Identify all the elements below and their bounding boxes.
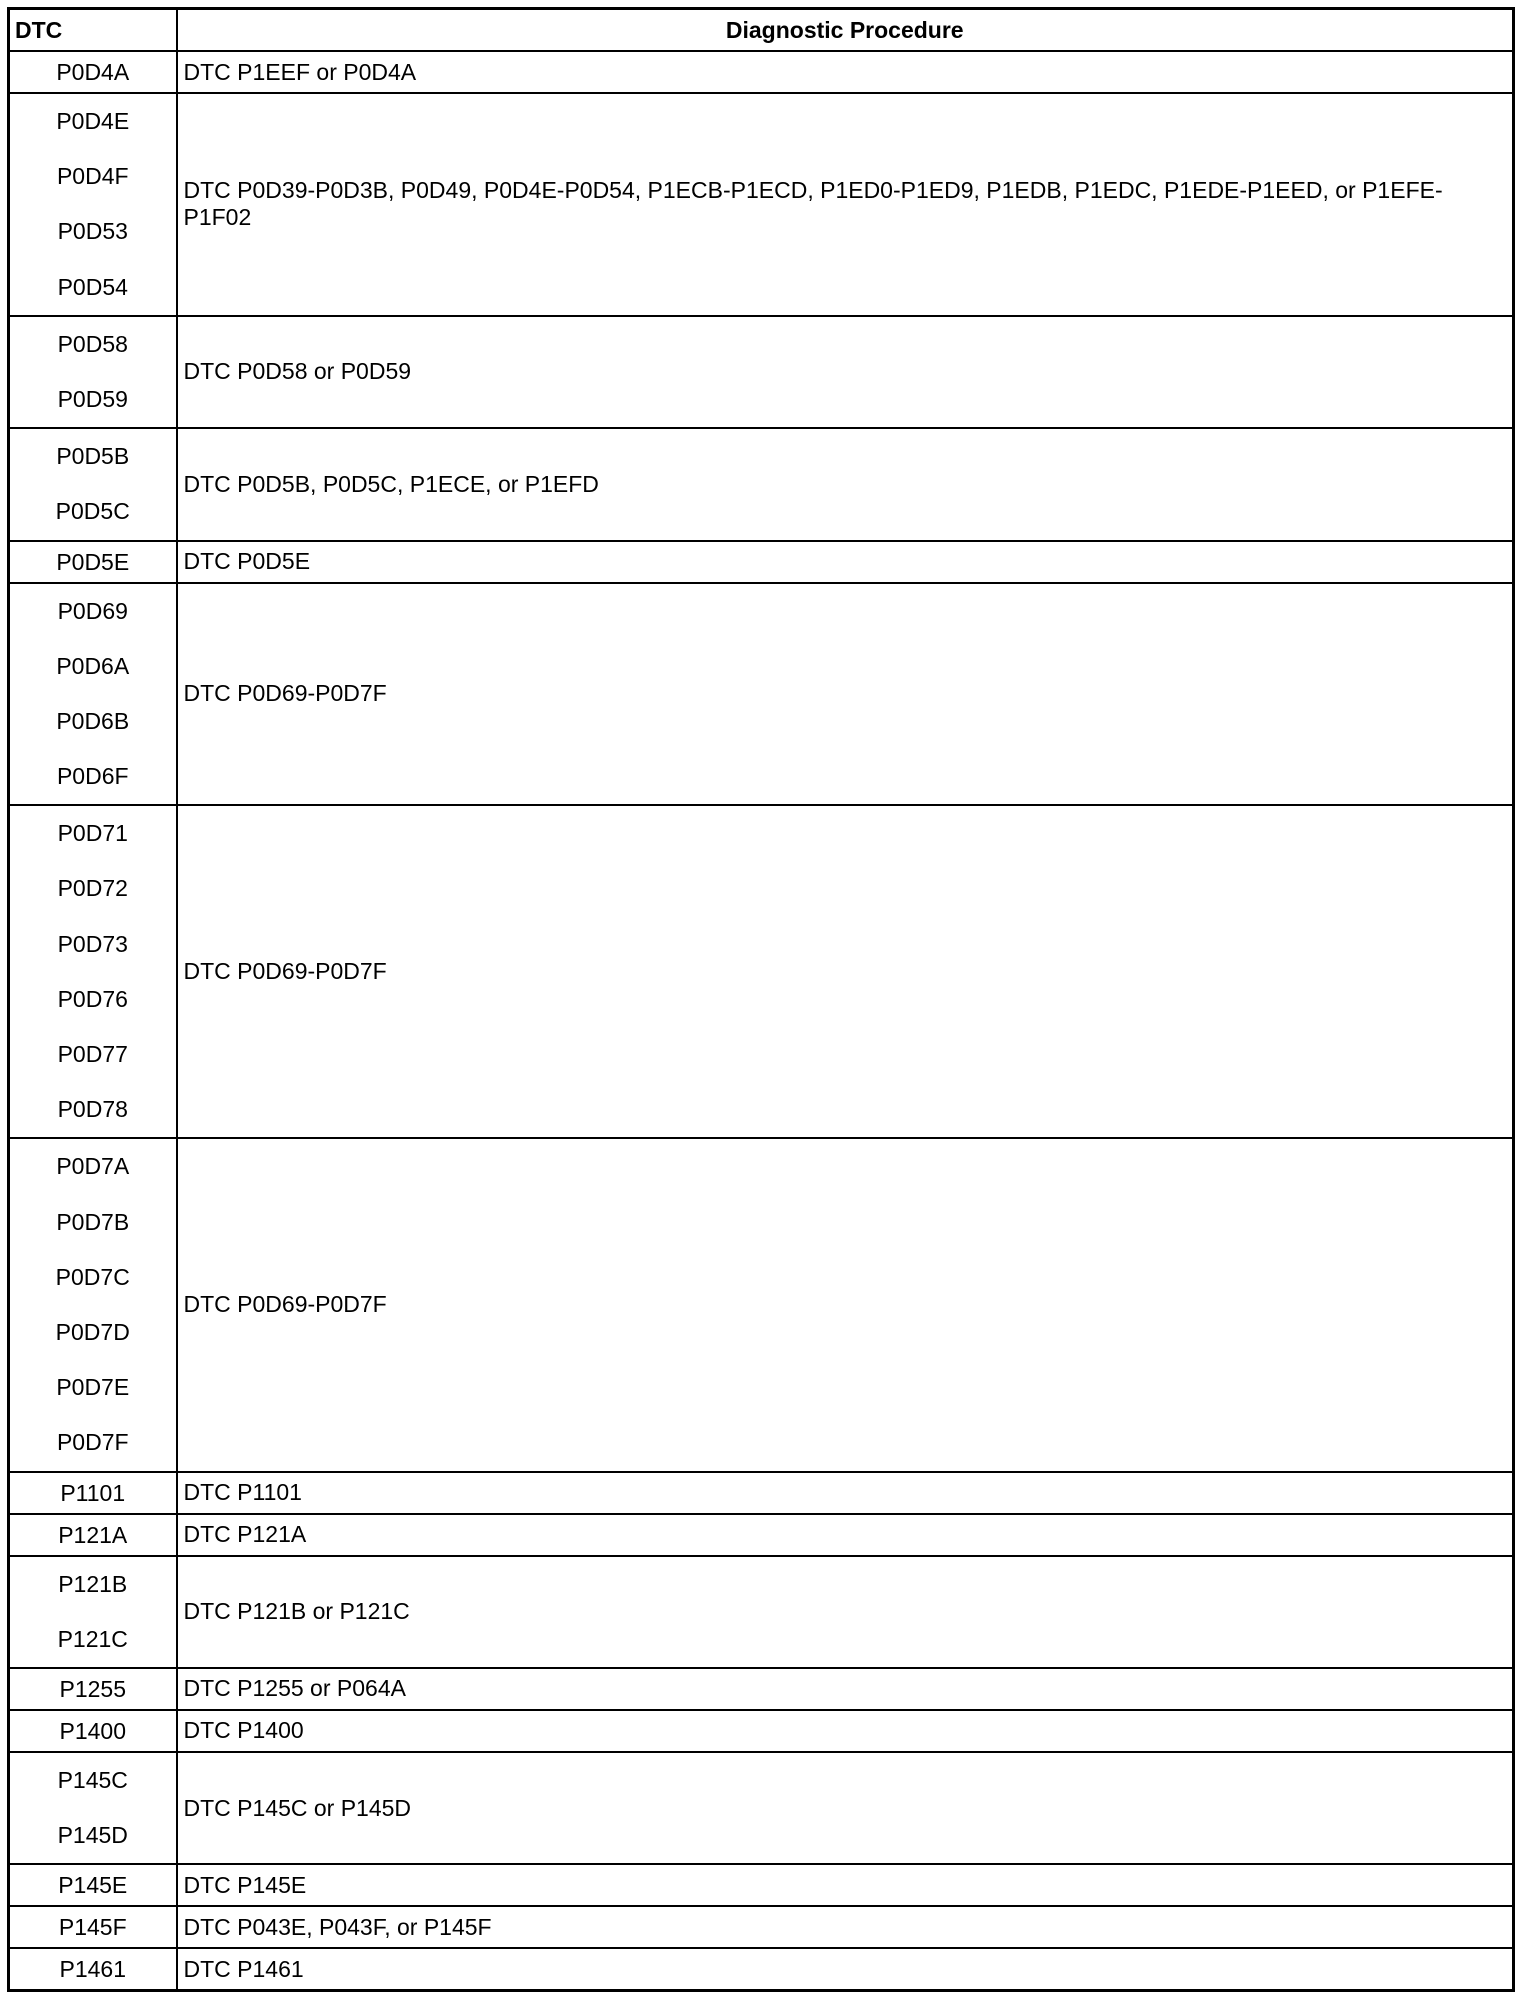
dtc-code: P0D69 xyxy=(57,597,128,624)
dtc-codes-cell xyxy=(9,805,177,1138)
dtc-codes-cell xyxy=(9,1864,177,1906)
dtc-code: P145D xyxy=(57,1822,128,1849)
table-row xyxy=(9,805,1514,1138)
dtc-code: P0D76 xyxy=(57,985,128,1012)
diagnostic-procedure-cell: DTC P0D58 or P0D59 xyxy=(177,316,1514,428)
table-body xyxy=(9,51,1514,1991)
dtc-code: P145E xyxy=(58,1872,128,1899)
dtc-codes-cell xyxy=(9,1514,177,1556)
dtc-code: P0D7F xyxy=(56,1429,129,1456)
table-row xyxy=(9,1948,1514,1991)
dtc-code: P0D73 xyxy=(57,930,128,957)
dtc-codes-cell xyxy=(9,1752,177,1864)
diagnostic-procedure-cell: DTC P145E xyxy=(177,1864,1514,1906)
dtc-code: P1400 xyxy=(59,1717,126,1744)
dtc-codes-cell xyxy=(9,1472,177,1514)
dtc-code: P0D5B xyxy=(56,443,130,470)
dtc-code: P1101 xyxy=(60,1479,126,1506)
dtc-code: P0D78 xyxy=(57,1096,128,1123)
dtc-code: P0D59 xyxy=(57,385,128,412)
dtc-codes-cell xyxy=(9,583,177,806)
diagnostic-procedure-cell: DTC P1255 or P064A xyxy=(177,1668,1514,1710)
dtc-codes-cell xyxy=(9,428,177,540)
table-row xyxy=(9,1472,1514,1514)
dtc-code: P0D7E xyxy=(56,1374,130,1401)
dtc-code: P121C xyxy=(57,1625,128,1652)
table-row xyxy=(9,1864,1514,1906)
dtc-code: P0D72 xyxy=(57,875,128,902)
dtc-code: P0D5C xyxy=(55,498,130,525)
dtc-code: P121B xyxy=(58,1570,128,1597)
dtc-codes-cell xyxy=(9,51,177,93)
table-row xyxy=(9,1514,1514,1556)
table-row xyxy=(9,583,1514,806)
dtc-code: P0D5E xyxy=(56,548,130,575)
diagnostic-procedure-cell: DTC P0D5B, P0D5C, P1ECE, or P1EFD xyxy=(177,428,1514,540)
dtc-code: P1461 xyxy=(59,1956,126,1983)
dtc-codes-cell xyxy=(9,1668,177,1710)
dtc-code: P0D6F xyxy=(56,763,129,790)
diagnostic-procedure-cell: DTC P0D69-P0D7F xyxy=(177,805,1514,1138)
dtc-code: P0D4A xyxy=(56,59,130,85)
diagnostic-procedure-cell: DTC P1EEF or P0D4A xyxy=(177,51,1514,93)
dtc-codes-cell xyxy=(9,1138,177,1471)
diagnostic-procedure-cell: DTC P0D69-P0D7F xyxy=(177,583,1514,806)
dtc-code: P0D4E xyxy=(56,108,130,134)
dtc-code: P0D54 xyxy=(57,273,128,300)
dtc-code: P0D7A xyxy=(56,1153,130,1180)
dtc-code: P121A xyxy=(58,1521,128,1548)
table-row xyxy=(9,93,1514,316)
table-row xyxy=(9,1556,1514,1668)
dtc-column-header: DTC xyxy=(9,9,177,52)
dtc-code: P0D6A xyxy=(56,652,130,679)
dtc-code: P0D53 xyxy=(57,218,128,245)
dtc-code: P0D6B xyxy=(56,707,130,734)
table-row xyxy=(9,316,1514,428)
dtc-code: P0D7D xyxy=(55,1318,130,1345)
dtc-code: P0D71 xyxy=(57,820,128,847)
dtc-codes-cell xyxy=(9,93,177,316)
diagnostic-procedure-cell: DTC P121B or P121C xyxy=(177,1556,1514,1668)
header-row xyxy=(9,9,1514,52)
procedure-column-header: Diagnostic Procedure xyxy=(177,9,1514,52)
dtc-code: P0D4F xyxy=(56,163,129,190)
dtc-code: P1255 xyxy=(59,1675,126,1702)
table-row xyxy=(9,1752,1514,1864)
table-row xyxy=(9,51,1514,93)
diagnostic-procedure-cell: DTC P145C or P145D xyxy=(177,1752,1514,1864)
dtc-code: P0D58 xyxy=(57,330,128,357)
diagnostic-procedure-cell: DTC P043E, P043F, or P145F xyxy=(177,1906,1514,1948)
diagnostic-procedure-cell: DTC P1101 xyxy=(177,1472,1514,1514)
dtc-codes-cell xyxy=(9,1906,177,1948)
diagnostic-procedure-cell: DTC P0D39-P0D3B, P0D49, P0D4E-P0D54, P1ECB-P1ECD, P1ED0-P1ED9, P1EDB, P1EDC, P1EDE-P1EED, or P1EFE-P1F02 xyxy=(177,93,1514,316)
dtc-code: P0D7C xyxy=(55,1263,130,1290)
dtc-codes-cell xyxy=(9,316,177,428)
dtc-codes-cell xyxy=(9,1948,177,1991)
table-row xyxy=(9,1906,1514,1948)
diagnostic-procedure-cell: DTC P0D69-P0D7F xyxy=(177,1138,1514,1471)
diagnostic-procedure-cell: DTC P0D5E xyxy=(177,541,1514,583)
table-row xyxy=(9,1138,1514,1471)
dtc-code: P145C xyxy=(57,1766,128,1793)
dtc-codes-cell xyxy=(9,1710,177,1752)
dtc-code: P0D7B xyxy=(56,1208,130,1235)
dtc-codes-cell xyxy=(9,541,177,583)
table-row xyxy=(9,1710,1514,1752)
table-row xyxy=(9,1668,1514,1710)
diagnostic-procedure-cell: DTC P1461 xyxy=(177,1948,1514,1991)
dtc-table xyxy=(7,7,1515,1992)
diagnostic-procedure-cell: DTC P121A xyxy=(177,1514,1514,1556)
diagnostic-procedure-cell: DTC P1400 xyxy=(177,1710,1514,1752)
table-row xyxy=(9,541,1514,583)
dtc-code: P0D77 xyxy=(57,1041,128,1067)
dtc-code: P145F xyxy=(58,1914,127,1941)
dtc-codes-cell xyxy=(9,1556,177,1668)
table-row xyxy=(9,428,1514,540)
